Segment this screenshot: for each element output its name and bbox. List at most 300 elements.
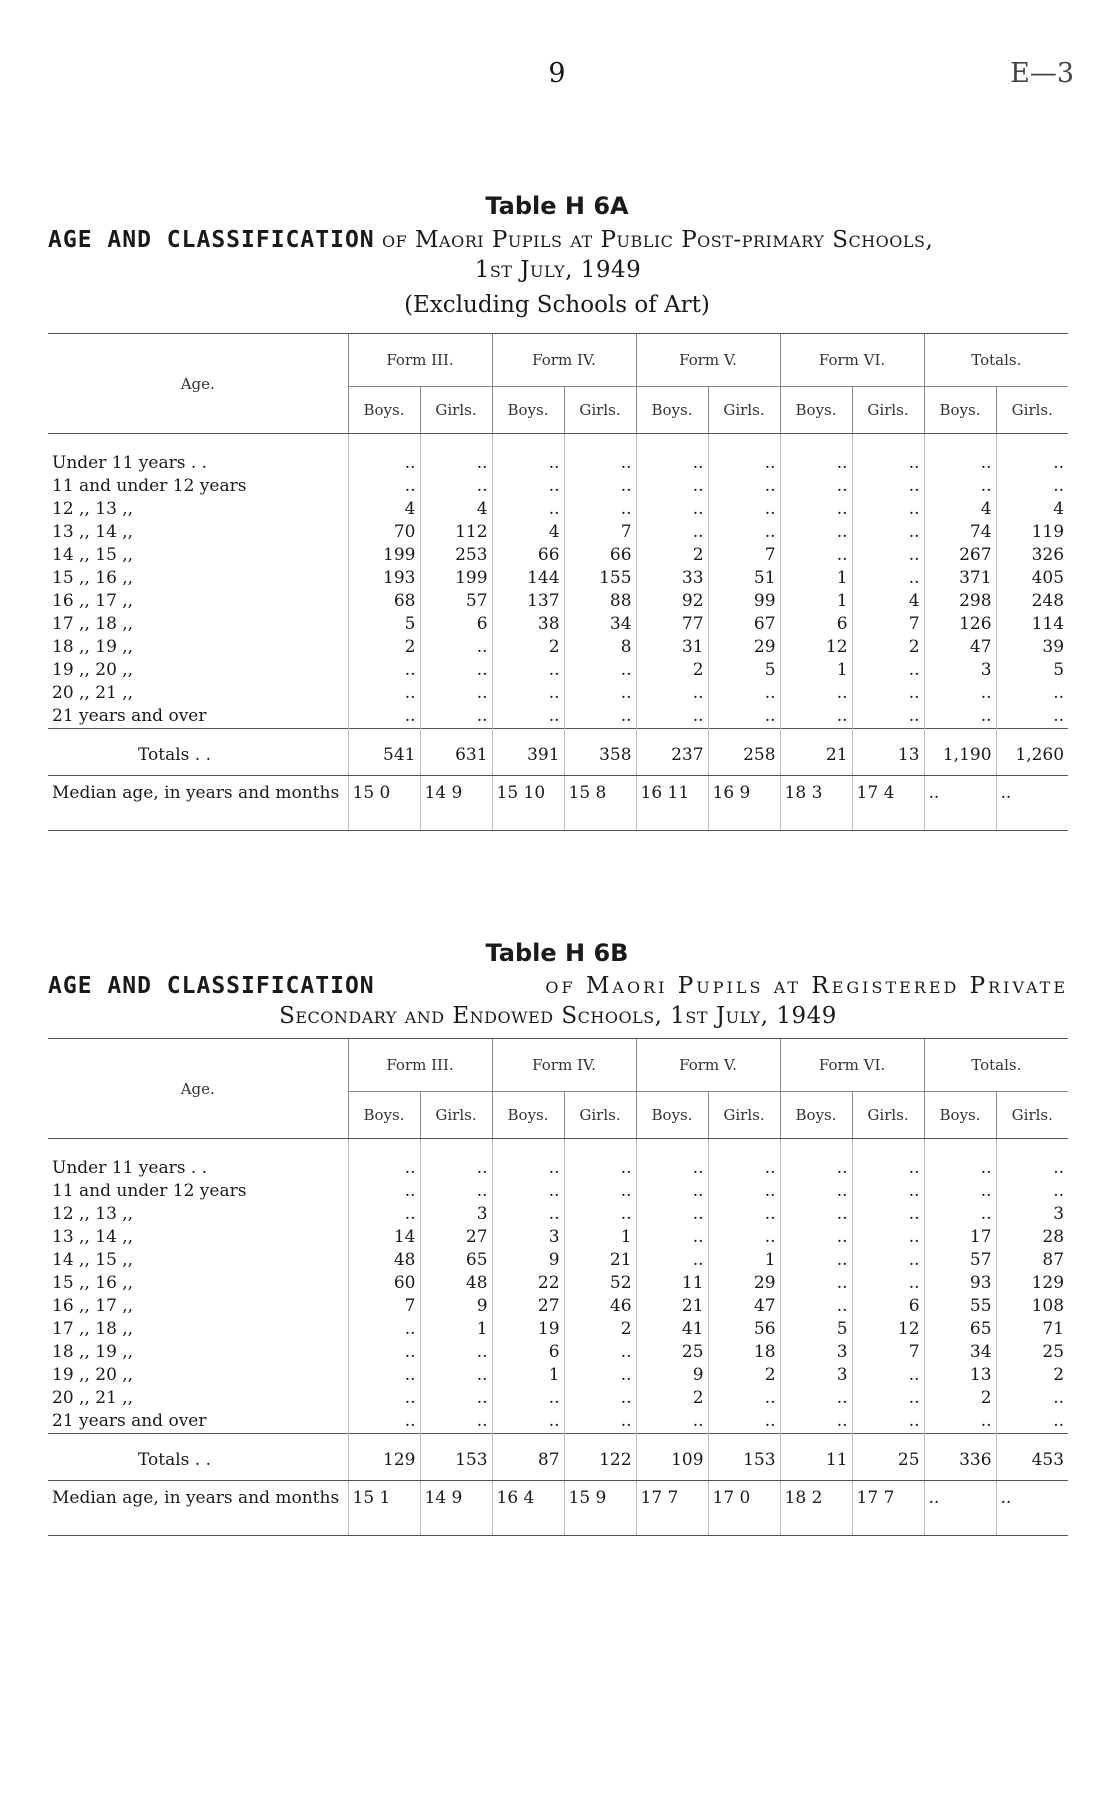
cell-value: 371 [924, 567, 996, 590]
cell-value: .. [348, 1318, 420, 1341]
cell-value: 2 [636, 1387, 708, 1410]
cell-value: 3 [492, 1226, 564, 1249]
table-row [48, 1410, 1068, 1434]
cell-value: .. [420, 1410, 492, 1434]
cell-value: .. [780, 1272, 852, 1295]
cell-value: 2 [996, 1364, 1068, 1387]
cell-value: 27 [492, 1295, 564, 1318]
cell-value: 14 9 [420, 776, 492, 831]
cell-value: .. [708, 434, 780, 476]
table-row [48, 1387, 1068, 1410]
table-a-heading-bold: AGE AND CLASSIFICATION [48, 227, 375, 253]
sub-header: Boys. [924, 387, 996, 434]
cell-value: 5 [996, 659, 1068, 682]
row-label: 14 ,, 15 ,, [52, 1250, 134, 1270]
cell-value: 27 [420, 1226, 492, 1249]
table-row [48, 636, 1068, 659]
cell-value: .. [708, 1139, 780, 1181]
cell-value: 1 [780, 590, 852, 613]
cell-value: .. [924, 682, 996, 705]
cell-value: 7 [852, 613, 924, 636]
cell-value: .. [492, 682, 564, 705]
table-row [48, 567, 1068, 590]
cell-value: 11 [780, 1434, 852, 1481]
cell-value: .. [492, 705, 564, 729]
cell-value: .. [492, 1387, 564, 1410]
cell-value: 17 7 [852, 1481, 924, 1536]
cell-value: 41 [636, 1318, 708, 1341]
cell-value: .. [852, 1387, 924, 1410]
cell-value: 15 9 [564, 1481, 636, 1536]
row-label: 19 ,, 20 ,, [52, 660, 134, 680]
cell-value: 153 [708, 1434, 780, 1481]
table-row [48, 475, 1068, 498]
sub-header: Girls. [420, 387, 492, 434]
cell-value: 31 [636, 636, 708, 659]
cell-value: 2 [492, 636, 564, 659]
cell-value: 1 [780, 567, 852, 590]
cell-value: 46 [564, 1295, 636, 1318]
table-a-heading-date: 1st July, 1949 [474, 257, 642, 283]
cell-value: 119 [996, 521, 1068, 544]
table-row [48, 544, 1068, 567]
cell-value: .. [636, 1249, 708, 1272]
row-label: 16 ,, 17 ,, [52, 1296, 134, 1316]
cell-value: .. [780, 1249, 852, 1272]
sub-header: Boys. [924, 1092, 996, 1139]
cell-value: 17 0 [708, 1481, 780, 1536]
group-header: Form VI. [780, 334, 924, 387]
cell-value: 68 [348, 590, 420, 613]
table-row [48, 1341, 1068, 1364]
cell-value: .. [996, 776, 1068, 831]
cell-value: 1 [420, 1318, 492, 1341]
row-label: Median age, in years and months [48, 776, 348, 831]
cell-value: .. [564, 1341, 636, 1364]
cell-value: .. [708, 1180, 780, 1203]
table-row [48, 1226, 1068, 1249]
table-a [48, 333, 1068, 831]
cell-value: .. [492, 434, 564, 476]
cell-value: 87 [996, 1249, 1068, 1272]
cell-value: .. [420, 682, 492, 705]
cell-value: 5 [348, 613, 420, 636]
cell-value: 48 [348, 1249, 420, 1272]
cell-value: .. [564, 475, 636, 498]
sub-header: Girls. [996, 1092, 1068, 1139]
cell-value: 3 [780, 1341, 852, 1364]
cell-value: .. [924, 434, 996, 476]
cell-value: .. [924, 1180, 996, 1203]
cell-value: 4 [492, 521, 564, 544]
row-label: Totals . . [48, 729, 348, 776]
cell-value: .. [924, 1203, 996, 1226]
sub-header: Girls. [852, 1092, 924, 1139]
cell-value: 7 [852, 1341, 924, 1364]
cell-value: 4 [924, 498, 996, 521]
cell-value: 33 [636, 567, 708, 590]
cell-value: 7 [348, 1295, 420, 1318]
group-header: Form VI. [780, 1039, 924, 1092]
cell-value: .. [852, 1226, 924, 1249]
cell-value: 25 [996, 1341, 1068, 1364]
cell-value: 87 [492, 1434, 564, 1481]
cell-value: 9 [492, 1249, 564, 1272]
cell-value: 6 [852, 1295, 924, 1318]
table-row [48, 521, 1068, 544]
row-label: 15 ,, 16 ,, [52, 568, 134, 588]
group-header: Form IV. [492, 334, 636, 387]
cell-value: 1,190 [924, 729, 996, 776]
cell-value: 47 [924, 636, 996, 659]
cell-value: 28 [996, 1226, 1068, 1249]
cell-value: 48 [420, 1272, 492, 1295]
group-header: Form IV. [492, 1039, 636, 1092]
median-row [48, 776, 1068, 831]
cell-value: 9 [420, 1295, 492, 1318]
cell-value: 405 [996, 567, 1068, 590]
cell-value: 3 [924, 659, 996, 682]
cell-value: .. [492, 1180, 564, 1203]
cell-value: 153 [420, 1434, 492, 1481]
cell-value: .. [348, 1410, 420, 1434]
sub-header: Girls. [420, 1092, 492, 1139]
cell-value: 15 8 [564, 776, 636, 831]
cell-value: .. [996, 434, 1068, 476]
table-b-heading-line2: Secondary and Endowed Schools, 1st July, 1949 [279, 1003, 837, 1029]
cell-value: 9 [636, 1364, 708, 1387]
row-label: 11 and under 12 years [52, 1181, 247, 1201]
cell-value: 6 [492, 1341, 564, 1364]
cell-value: 129 [348, 1434, 420, 1481]
cell-value: .. [348, 1341, 420, 1364]
cell-value: 66 [492, 544, 564, 567]
sub-header: Girls. [996, 387, 1068, 434]
cell-value: 93 [924, 1272, 996, 1295]
cell-value: 34 [564, 613, 636, 636]
table-row [48, 1364, 1068, 1387]
cell-value: .. [924, 776, 996, 831]
cell-value: 17 4 [852, 776, 924, 831]
cell-value: .. [636, 498, 708, 521]
cell-value: 267 [924, 544, 996, 567]
cell-value: .. [420, 659, 492, 682]
table-a-subtitle: (Excluding Schools of Art) [404, 292, 710, 318]
group-header: Form V. [636, 334, 780, 387]
cell-value: 99 [708, 590, 780, 613]
cell-value: .. [492, 659, 564, 682]
table-row [48, 1318, 1068, 1341]
cell-value: .. [348, 1387, 420, 1410]
sub-header: Boys. [780, 1092, 852, 1139]
cell-value: .. [348, 705, 420, 729]
cell-value: .. [852, 1364, 924, 1387]
cell-value: .. [420, 705, 492, 729]
cell-value: 21 [564, 1249, 636, 1272]
cell-value: 237 [636, 729, 708, 776]
cell-value: 6 [780, 613, 852, 636]
cell-value: 21 [780, 729, 852, 776]
cell-value: .. [708, 475, 780, 498]
cell-value: .. [780, 1226, 852, 1249]
sub-header: Boys. [780, 387, 852, 434]
cell-value: 15 10 [492, 776, 564, 831]
cell-value: .. [420, 1139, 492, 1181]
row-label: 13 ,, 14 ,, [52, 522, 134, 542]
cell-value: .. [996, 1387, 1068, 1410]
age-header: Age. [48, 1039, 348, 1139]
cell-value: 391 [492, 729, 564, 776]
row-label: 20 ,, 21 ,, [52, 683, 134, 703]
cell-value: .. [564, 1139, 636, 1181]
cell-value: 336 [924, 1434, 996, 1481]
cell-value: 4 [420, 498, 492, 521]
cell-value: .. [348, 659, 420, 682]
cell-value: 1 [708, 1249, 780, 1272]
cell-value: 631 [420, 729, 492, 776]
table-b [48, 1038, 1068, 1536]
cell-value: .. [780, 521, 852, 544]
cell-value: .. [420, 636, 492, 659]
cell-value: .. [348, 1139, 420, 1181]
cell-value: 17 [924, 1226, 996, 1249]
cell-value: .. [852, 1203, 924, 1226]
cell-value: 51 [708, 567, 780, 590]
cell-value: 14 [348, 1226, 420, 1249]
cell-value: .. [564, 498, 636, 521]
cell-value: 67 [708, 613, 780, 636]
sub-header: Girls. [564, 1092, 636, 1139]
sub-header: Boys. [636, 1092, 708, 1139]
cell-value: .. [636, 1180, 708, 1203]
cell-value: .. [492, 1139, 564, 1181]
cell-value: 70 [348, 521, 420, 544]
cell-value: .. [636, 705, 708, 729]
sub-header: Girls. [708, 387, 780, 434]
cell-value: 25 [636, 1341, 708, 1364]
cell-value: 47 [708, 1295, 780, 1318]
cell-value: 7 [564, 521, 636, 544]
cell-value: 122 [564, 1434, 636, 1481]
cell-value: 55 [924, 1295, 996, 1318]
cell-value: .. [852, 1249, 924, 1272]
cell-value: 29 [708, 1272, 780, 1295]
group-header: Form III. [348, 1039, 492, 1092]
row-label: 15 ,, 16 ,, [52, 1273, 134, 1293]
cell-value: 18 3 [780, 776, 852, 831]
sub-header: Boys. [492, 387, 564, 434]
table-a-title: Table H 6A [485, 192, 629, 220]
cell-value: 57 [924, 1249, 996, 1272]
cell-value: .. [636, 1139, 708, 1181]
table-row [48, 590, 1068, 613]
cell-value: .. [564, 1387, 636, 1410]
cell-value: 13 [924, 1364, 996, 1387]
cell-value: .. [492, 1203, 564, 1226]
table-b-heading [48, 971, 1068, 1031]
table-b-title: Table H 6B [485, 939, 629, 967]
cell-value: .. [420, 1341, 492, 1364]
table-row [48, 498, 1068, 521]
cell-value: .. [636, 521, 708, 544]
cell-value: .. [708, 682, 780, 705]
cell-value: 19 [492, 1318, 564, 1341]
cell-value: 12 [780, 636, 852, 659]
table-b-heading-rest: of Maori Pupils at Registered Private [545, 973, 1068, 999]
cell-value: 7 [708, 544, 780, 567]
age-header: Age. [48, 334, 348, 434]
row-label: 14 ,, 15 ,, [52, 545, 134, 565]
cell-value: .. [636, 434, 708, 476]
cell-value: 4 [348, 498, 420, 521]
cell-value: .. [852, 1180, 924, 1203]
cell-value: 88 [564, 590, 636, 613]
cell-value: 258 [708, 729, 780, 776]
cell-value: .. [564, 659, 636, 682]
cell-value: 541 [348, 729, 420, 776]
cell-value: .. [492, 498, 564, 521]
cell-value: 92 [636, 590, 708, 613]
table-row [48, 1180, 1068, 1203]
row-label: Under 11 years . . [52, 1158, 208, 1178]
cell-value: 74 [924, 521, 996, 544]
cell-value: .. [780, 475, 852, 498]
cell-value: 1 [780, 659, 852, 682]
cell-value: 77 [636, 613, 708, 636]
sub-header: Girls. [708, 1092, 780, 1139]
cell-value: .. [924, 1481, 996, 1536]
cell-value: 16 11 [636, 776, 708, 831]
cell-value: .. [708, 521, 780, 544]
row-label: 20 ,, 21 ,, [52, 1388, 134, 1408]
cell-value: .. [924, 1139, 996, 1181]
cell-value: 129 [996, 1272, 1068, 1295]
cell-value: .. [852, 434, 924, 476]
cell-value: 155 [564, 567, 636, 590]
cell-value: 144 [492, 567, 564, 590]
table-body [48, 434, 1068, 831]
group-header: Form V. [636, 1039, 780, 1092]
cell-value: .. [636, 1203, 708, 1226]
cell-value: .. [996, 682, 1068, 705]
sub-header: Boys. [348, 387, 420, 434]
cell-value: 65 [924, 1318, 996, 1341]
table-row [48, 1203, 1068, 1226]
cell-value: .. [348, 475, 420, 498]
cell-value: 109 [636, 1434, 708, 1481]
cell-value: 1 [492, 1364, 564, 1387]
cell-value: .. [924, 705, 996, 729]
cell-value: .. [852, 567, 924, 590]
sub-header: Boys. [348, 1092, 420, 1139]
group-header: Totals. [924, 1039, 1068, 1092]
cell-value: 358 [564, 729, 636, 776]
cell-value: .. [780, 1180, 852, 1203]
cell-value: .. [348, 434, 420, 476]
row-label: 16 ,, 17 ,, [52, 591, 134, 611]
cell-value: 2 [348, 636, 420, 659]
table-row [48, 1249, 1068, 1272]
cell-value: .. [780, 544, 852, 567]
cell-value: .. [636, 475, 708, 498]
cell-value: 38 [492, 613, 564, 636]
totals-row [48, 1434, 1068, 1481]
cell-value: 453 [996, 1434, 1068, 1481]
cell-value: 15 0 [348, 776, 420, 831]
cell-value: 137 [492, 590, 564, 613]
cell-value: .. [708, 498, 780, 521]
cell-value: 12 [852, 1318, 924, 1341]
table-row [48, 1272, 1068, 1295]
table-row [48, 1295, 1068, 1318]
cell-value: .. [420, 1180, 492, 1203]
cell-value: .. [996, 1139, 1068, 1181]
cell-value: 108 [996, 1295, 1068, 1318]
cell-value: 3 [780, 1364, 852, 1387]
cell-value: .. [924, 1410, 996, 1434]
cell-value: .. [780, 1295, 852, 1318]
cell-value: 8 [564, 636, 636, 659]
table-body [48, 1139, 1068, 1536]
group-header: Totals. [924, 334, 1068, 387]
cell-value: .. [564, 705, 636, 729]
cell-value: .. [348, 1203, 420, 1226]
cell-value: 21 [636, 1295, 708, 1318]
page-reference: E—3 [1010, 58, 1074, 89]
cell-value: 4 [996, 498, 1068, 521]
cell-value: .. [852, 1272, 924, 1295]
cell-value: .. [708, 1410, 780, 1434]
cell-value: 2 [924, 1387, 996, 1410]
table-row [48, 682, 1068, 705]
cell-value: .. [492, 1410, 564, 1434]
cell-value: .. [996, 475, 1068, 498]
cell-value: 5 [708, 659, 780, 682]
table-a-heading-rest: of Maori Pupils at Public Post-primary Schools, [381, 227, 934, 253]
cell-value: 114 [996, 613, 1068, 636]
cell-value: .. [996, 705, 1068, 729]
cell-value: .. [852, 1410, 924, 1434]
cell-value: .. [348, 1364, 420, 1387]
cell-value: 253 [420, 544, 492, 567]
cell-value: 199 [348, 544, 420, 567]
cell-value: 16 4 [492, 1481, 564, 1536]
cell-value: 3 [420, 1203, 492, 1226]
cell-value: 25 [852, 1434, 924, 1481]
cell-value: .. [636, 682, 708, 705]
cell-value: .. [348, 682, 420, 705]
row-label: 13 ,, 14 ,, [52, 1227, 134, 1247]
cell-value: 14 9 [420, 1481, 492, 1536]
cell-value: .. [852, 682, 924, 705]
cell-value: 17 7 [636, 1481, 708, 1536]
cell-value: .. [708, 1226, 780, 1249]
cell-value: 11 [636, 1272, 708, 1295]
cell-value: .. [852, 475, 924, 498]
cell-value: 18 2 [780, 1481, 852, 1536]
row-label: 18 ,, 19 ,, [52, 1342, 134, 1362]
cell-value: .. [420, 475, 492, 498]
cell-value: 5 [780, 1318, 852, 1341]
cell-value: 2 [708, 1364, 780, 1387]
row-label: 21 years and over [52, 1411, 207, 1431]
cell-value: .. [852, 1139, 924, 1181]
cell-value: .. [852, 705, 924, 729]
cell-value: .. [924, 475, 996, 498]
cell-value: 2 [852, 636, 924, 659]
table-row [48, 659, 1068, 682]
cell-value: 1 [564, 1226, 636, 1249]
